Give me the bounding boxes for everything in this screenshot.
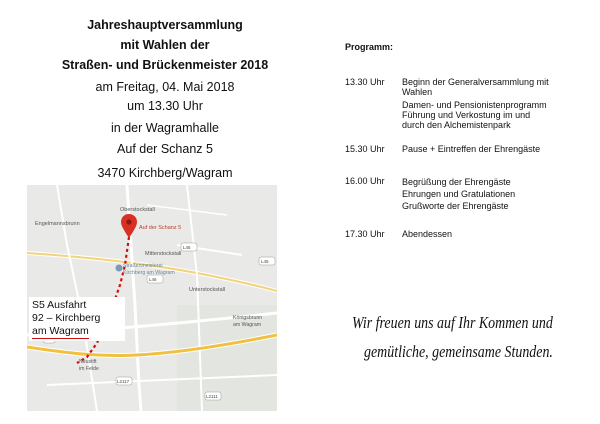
map-label-neustift: Neustift [79, 359, 97, 365]
event-date: am Freitag, 04. Mai 2018 [95, 80, 235, 94]
map-label-oberstockstall: Oberstockstall [120, 207, 155, 213]
route-note-line-2: 92 – Kirchberg [32, 312, 101, 324]
program-entry-1-line-4: Führung und Verkostung im und [402, 110, 531, 120]
program-entry-3-line-3: Grußworte der Ehrengäste [402, 201, 509, 211]
program-entry-1-line-3: Damen- und Pensionistenprogramm [402, 100, 547, 110]
route-note-line-1: S5 Ausfahrt [32, 299, 87, 311]
event-street: Auf der Schanz 5 [117, 142, 213, 156]
map-label-destination: Auf der Schanz 5 [139, 225, 182, 231]
map-road-l45-a: L45 [183, 245, 191, 250]
program-entry-2-line-1: Pause + Eintreffen der Ehrengäste [402, 144, 541, 154]
route-note-box [29, 297, 125, 341]
program-entry-1-line-2: Wahlen [402, 87, 433, 97]
event-time: um 13.30 Uhr [127, 99, 203, 113]
program-entry-4-line-1: Abendessen [402, 229, 453, 239]
program-entry-2 [402, 144, 592, 154]
map-road-l45-b: L45 [261, 259, 269, 264]
program-entry-3-line-2: Ehrungen und Gratulationen [402, 189, 516, 199]
program-entry-1-line-5: durch den Alchemistenpark [402, 120, 511, 130]
map-road-l46: L46 [149, 277, 157, 282]
location-map [27, 185, 277, 411]
map-road-l2111: L2111 [206, 394, 218, 399]
map-label-mitterstockstall: Mitterstockstall [145, 251, 182, 257]
map-road-l2117: L2117 [117, 379, 130, 384]
program-time-3: 16.00 Uhr [345, 176, 385, 186]
program-entry-1 [402, 77, 592, 130]
program-entry-1-line-1: Beginn der Generalversammlung mit [402, 77, 549, 87]
route-note-line-3: am Wagram [32, 325, 89, 337]
map-label-neustift-sub: im Felde [79, 366, 99, 372]
poi-marker-icon [116, 265, 123, 272]
closing-line-1: Wir freuen uns auf Ihr Kommen und [352, 313, 553, 332]
program-entry-4 [402, 229, 592, 239]
program-entry-3-line-1: Begrüßung der Ehrengäste [402, 177, 511, 187]
map-label-strassenmeisterei-sub: Kirchberg am Wagram [123, 270, 175, 276]
program-time-4: 17.30 Uhr [345, 229, 385, 239]
program-heading: Programm: [345, 42, 394, 52]
map-label-strassenmeisterei: Straßenmeisterei [123, 263, 163, 269]
program-time-1: 13.30 Uhr [345, 77, 385, 87]
map-label-engelmannsbrunn: Engelmannsbrunn [35, 221, 80, 227]
event-city: 3470 Kirchberg/Wagram [97, 166, 233, 180]
title-line-2: mit Wahlen der [120, 38, 210, 52]
event-venue: in der Wagramhalle [111, 121, 219, 135]
map-label-koenigsbrunn: Königsbrunn [233, 315, 263, 321]
closing-line-2: gemütliche, gemeinsame Stunden. [364, 342, 553, 361]
program-entry-3 [402, 176, 592, 212]
title-line-1: Jahreshauptversammlung [87, 18, 243, 32]
title-line-3: Straßen- und Brückenmeister 2018 [61, 58, 269, 72]
map-label-unterstockstall: Unterstockstall [189, 287, 226, 293]
program-time-2: 15.30 Uhr [345, 144, 385, 154]
map-label-koenigsbrunn-sub: am Wagram [233, 322, 262, 328]
